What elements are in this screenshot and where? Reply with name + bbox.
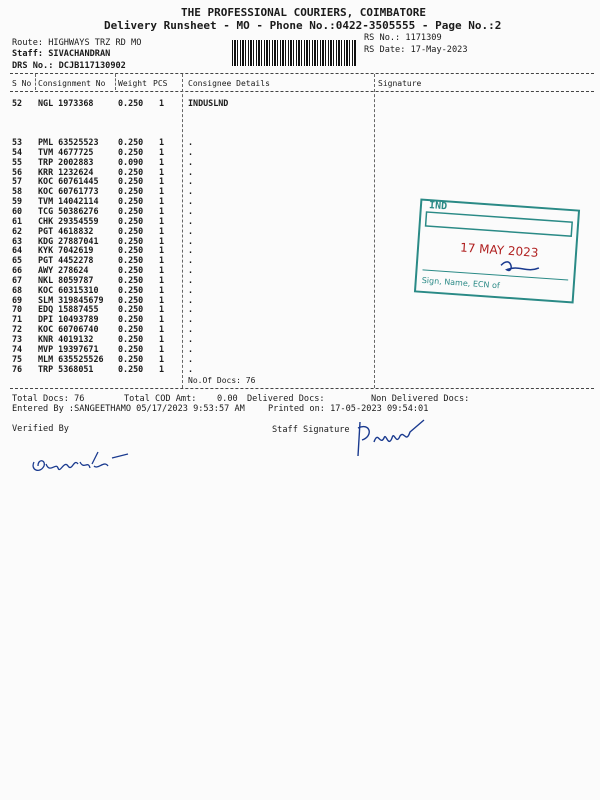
row-weight: 0.250: [118, 353, 144, 364]
row-pcs: 1: [159, 334, 165, 344]
row-sno: 71: [12, 314, 23, 325]
total-cod-value: 0.00: [217, 394, 238, 404]
row-pcs: 1: [159, 245, 165, 256]
row-weight: 0.250: [118, 196, 144, 207]
row-pcs: 1: [159, 294, 165, 305]
row-consignment: TVM 14042114: [38, 196, 99, 207]
row-sno: 68: [12, 284, 23, 295]
row-weight: 0.250: [118, 205, 144, 216]
row-sno: 55: [12, 156, 23, 167]
row-pcs: 1: [159, 137, 165, 147]
rs-date-line: [364, 45, 468, 55]
row-pcs: 1: [159, 343, 165, 354]
delivered-docs: Delivered Docs:: [247, 394, 325, 404]
row-details: .: [188, 304, 194, 315]
row-pcs: 1: [159, 363, 165, 374]
row-weight: 0.250: [118, 176, 144, 187]
row-weight: 0.250: [118, 343, 144, 354]
drs-label: DRS No.:: [12, 61, 54, 71]
row-sno: 60: [12, 205, 23, 216]
entered-by: Entered By :SANGEETHAMO 05/17/2023 9:53:57 AM: [12, 404, 245, 414]
col-details-header: Consignee Details: [188, 79, 270, 88]
col-pcs-header: PCS: [153, 79, 168, 88]
row-details: .: [188, 324, 194, 335]
row-details: .: [188, 284, 194, 295]
row-consignment: NGL 1973368: [38, 98, 94, 108]
row-details: .: [188, 274, 194, 285]
company-stamp: [413, 197, 581, 304]
row-pcs: 1: [159, 146, 165, 157]
row-pcs: 1: [159, 324, 165, 335]
non-delivered-docs: Non Delivered Docs:: [371, 394, 470, 404]
drs-line: [12, 61, 126, 71]
row-weight: 0.250: [118, 284, 144, 295]
col-divider: [182, 74, 183, 388]
row-details: .: [188, 225, 194, 236]
row-weight: 0.250: [118, 146, 144, 157]
rs-no-value: 1171309: [405, 33, 442, 43]
rs-date-label: RS Date:: [364, 45, 406, 55]
row-weight: 0.250: [118, 314, 144, 325]
verified-by-label: Verified By: [12, 424, 69, 434]
stamp-header: IND: [428, 200, 448, 213]
rs-no-line: [364, 33, 442, 43]
route-line: [12, 38, 141, 48]
row-pcs: 1: [159, 176, 165, 187]
col-divider: [374, 74, 375, 388]
route-value: HIGHWAYS TRZ RD MO: [48, 38, 142, 48]
row-consignment: DPI 10493789: [38, 314, 99, 325]
row-details: .: [188, 205, 194, 216]
row-details: .: [188, 186, 194, 197]
row-sno: 65: [12, 255, 23, 266]
row-sno: 72: [12, 324, 23, 335]
row-sno: 63: [12, 235, 23, 246]
col-signature-header: Signature: [378, 79, 422, 88]
row-sno: 54: [12, 146, 23, 157]
row-details: .: [188, 215, 194, 226]
stamp-footer: Sign, Name, ECN of: [421, 275, 501, 291]
row-sno: 52: [12, 98, 23, 108]
row-sno: 67: [12, 274, 23, 285]
no-of-docs: No.Of Docs: 76: [188, 376, 256, 385]
row-details: .: [188, 176, 194, 187]
row-consignment: SLM 319845679: [38, 294, 104, 305]
row-sno: 76: [12, 363, 23, 374]
row-details: .: [188, 196, 194, 207]
runsheet-title: Delivery Runsheet - MO - Phone No.:0422-3505555 - Page No.:2: [104, 19, 502, 32]
staff-line: [12, 49, 110, 59]
barcode: [232, 40, 356, 66]
row-pcs: 1: [159, 215, 165, 226]
row-sno: 62: [12, 225, 23, 236]
row-consignment: KOC 60761445: [38, 176, 99, 187]
row-weight: 0.250: [118, 324, 144, 335]
row-pcs: 1: [159, 314, 165, 325]
row-details: INDUSLND: [188, 98, 229, 108]
row-consignment: PGT 4452278: [38, 255, 94, 266]
row-consignment: KOC 60761773: [38, 186, 99, 197]
row-weight: 0.250: [118, 304, 144, 315]
row-details: .: [188, 343, 194, 354]
row-details: .: [188, 353, 194, 364]
row-details: .: [188, 146, 194, 157]
row-sno: 56: [12, 166, 23, 177]
row-consignment: MVP 19397671: [38, 343, 99, 354]
total-docs: Total Docs: 76: [12, 394, 85, 404]
company-title: THE PROFESSIONAL COURIERS, COIMBATORE: [181, 6, 427, 19]
row-details: .: [188, 334, 194, 344]
row-details: .: [188, 166, 194, 177]
row-consignment: KNR 4019132: [38, 334, 94, 344]
row-sno: 66: [12, 265, 23, 276]
row-weight: 0.250: [118, 137, 144, 147]
row-sno: 53: [12, 137, 23, 147]
drs-value: DCJB117130902: [58, 61, 126, 71]
col-consignment-header: Consignment No: [38, 79, 106, 88]
row-details: .: [188, 314, 194, 325]
row-weight: 0.250: [118, 274, 144, 285]
row-weight: 0.250: [118, 265, 144, 276]
row-sno: 74: [12, 343, 23, 354]
col-sno-header: S No: [12, 79, 32, 88]
row-sno: 57: [12, 176, 23, 187]
row-consignment: EDQ 15887455: [38, 304, 99, 315]
row-consignment: TVM 4677725: [38, 146, 94, 157]
row-consignment: CHK 29354559: [38, 215, 99, 226]
row-consignment: KOC 60706740: [38, 324, 99, 335]
row-consignment: PML 63525523: [38, 137, 99, 147]
col-divider: [35, 74, 36, 90]
row-details: .: [188, 255, 194, 266]
row-consignment: TCG 50386276: [38, 205, 99, 216]
row-consignment: PGT 4618832: [38, 225, 94, 236]
rs-no-label: RS No.:: [364, 33, 401, 43]
row-weight: 0.250: [118, 186, 144, 197]
row-pcs: 1: [159, 186, 165, 197]
row-consignment: KRR 1232624: [38, 166, 94, 177]
table-header-rule: [10, 91, 594, 92]
row-pcs: 1: [159, 205, 165, 216]
col-weight-header: Weight: [118, 79, 147, 88]
row-consignment: TRP 2002883: [38, 156, 94, 167]
row-pcs: 1: [159, 196, 165, 207]
printed-on: Printed on: 17-05-2023 09:54:01: [268, 404, 429, 414]
row-pcs: 1: [159, 284, 165, 295]
row-sno: 70: [12, 304, 23, 315]
row-weight: 0.090: [118, 156, 144, 167]
row-sno: 58: [12, 186, 23, 197]
row-pcs: 1: [159, 255, 165, 266]
row-details: .: [188, 294, 194, 305]
row-weight: 0.250: [118, 166, 144, 177]
row-pcs: 1: [159, 274, 165, 285]
table-bottom-rule: [10, 388, 594, 389]
row-sno: 64: [12, 245, 23, 256]
row-sno: 75: [12, 353, 23, 364]
col-divider: [115, 74, 116, 90]
row-weight: 0.250: [118, 363, 144, 374]
row-consignment: KOC 60315310: [38, 284, 99, 295]
row-sno: 69: [12, 294, 23, 305]
table-top-rule: [10, 73, 594, 74]
row-weight: 0.250: [118, 294, 144, 305]
row-sno: 59: [12, 196, 23, 207]
rs-date-value: 17-May-2023: [410, 45, 468, 55]
row-details: .: [188, 363, 194, 374]
row-consignment: KDG 27887041: [38, 235, 99, 246]
row-sno: 73: [12, 334, 23, 344]
route-label: Route:: [12, 38, 44, 48]
verified-signature: [28, 440, 138, 480]
row-details: .: [188, 265, 194, 276]
row-consignment: MLM 635525526: [38, 353, 104, 364]
row-pcs: 1: [159, 166, 165, 177]
row-pcs: 1: [159, 98, 165, 108]
row-details: .: [188, 235, 194, 246]
staff-signature: [350, 416, 430, 460]
row-pcs: 1: [159, 265, 165, 276]
row-details: .: [188, 156, 194, 167]
row-consignment: TRP 5368051: [38, 363, 94, 374]
row-sno: 61: [12, 215, 23, 226]
staff-value: SIVACHANDRAN: [48, 49, 111, 59]
row-weight: 0.250: [118, 255, 144, 266]
row-weight: 0.250: [118, 334, 144, 344]
row-weight: 0.250: [118, 225, 144, 236]
row-weight: 0.250: [118, 235, 144, 246]
row-pcs: 1: [159, 156, 165, 167]
stamp-date: 17 MAY 2023: [459, 240, 539, 260]
row-consignment: KYK 7042619: [38, 245, 94, 256]
staff-label: Staff:: [12, 49, 44, 59]
row-weight: 0.250: [118, 245, 144, 256]
staff-signature-label: Staff Signature: [272, 425, 350, 435]
row-consignment: NKL 8059787: [38, 274, 94, 285]
row-weight: 0.250: [118, 98, 144, 108]
row-consignment: AWY 278624: [38, 265, 89, 276]
row-pcs: 1: [159, 353, 165, 364]
row-details: .: [188, 245, 194, 256]
row-weight: 0.250: [118, 215, 144, 226]
row-pcs: 1: [159, 225, 165, 236]
total-cod-label: Total COD Amt:: [124, 394, 197, 404]
row-details: .: [188, 137, 194, 147]
row-pcs: 1: [159, 235, 165, 246]
row-pcs: 1: [159, 304, 165, 315]
